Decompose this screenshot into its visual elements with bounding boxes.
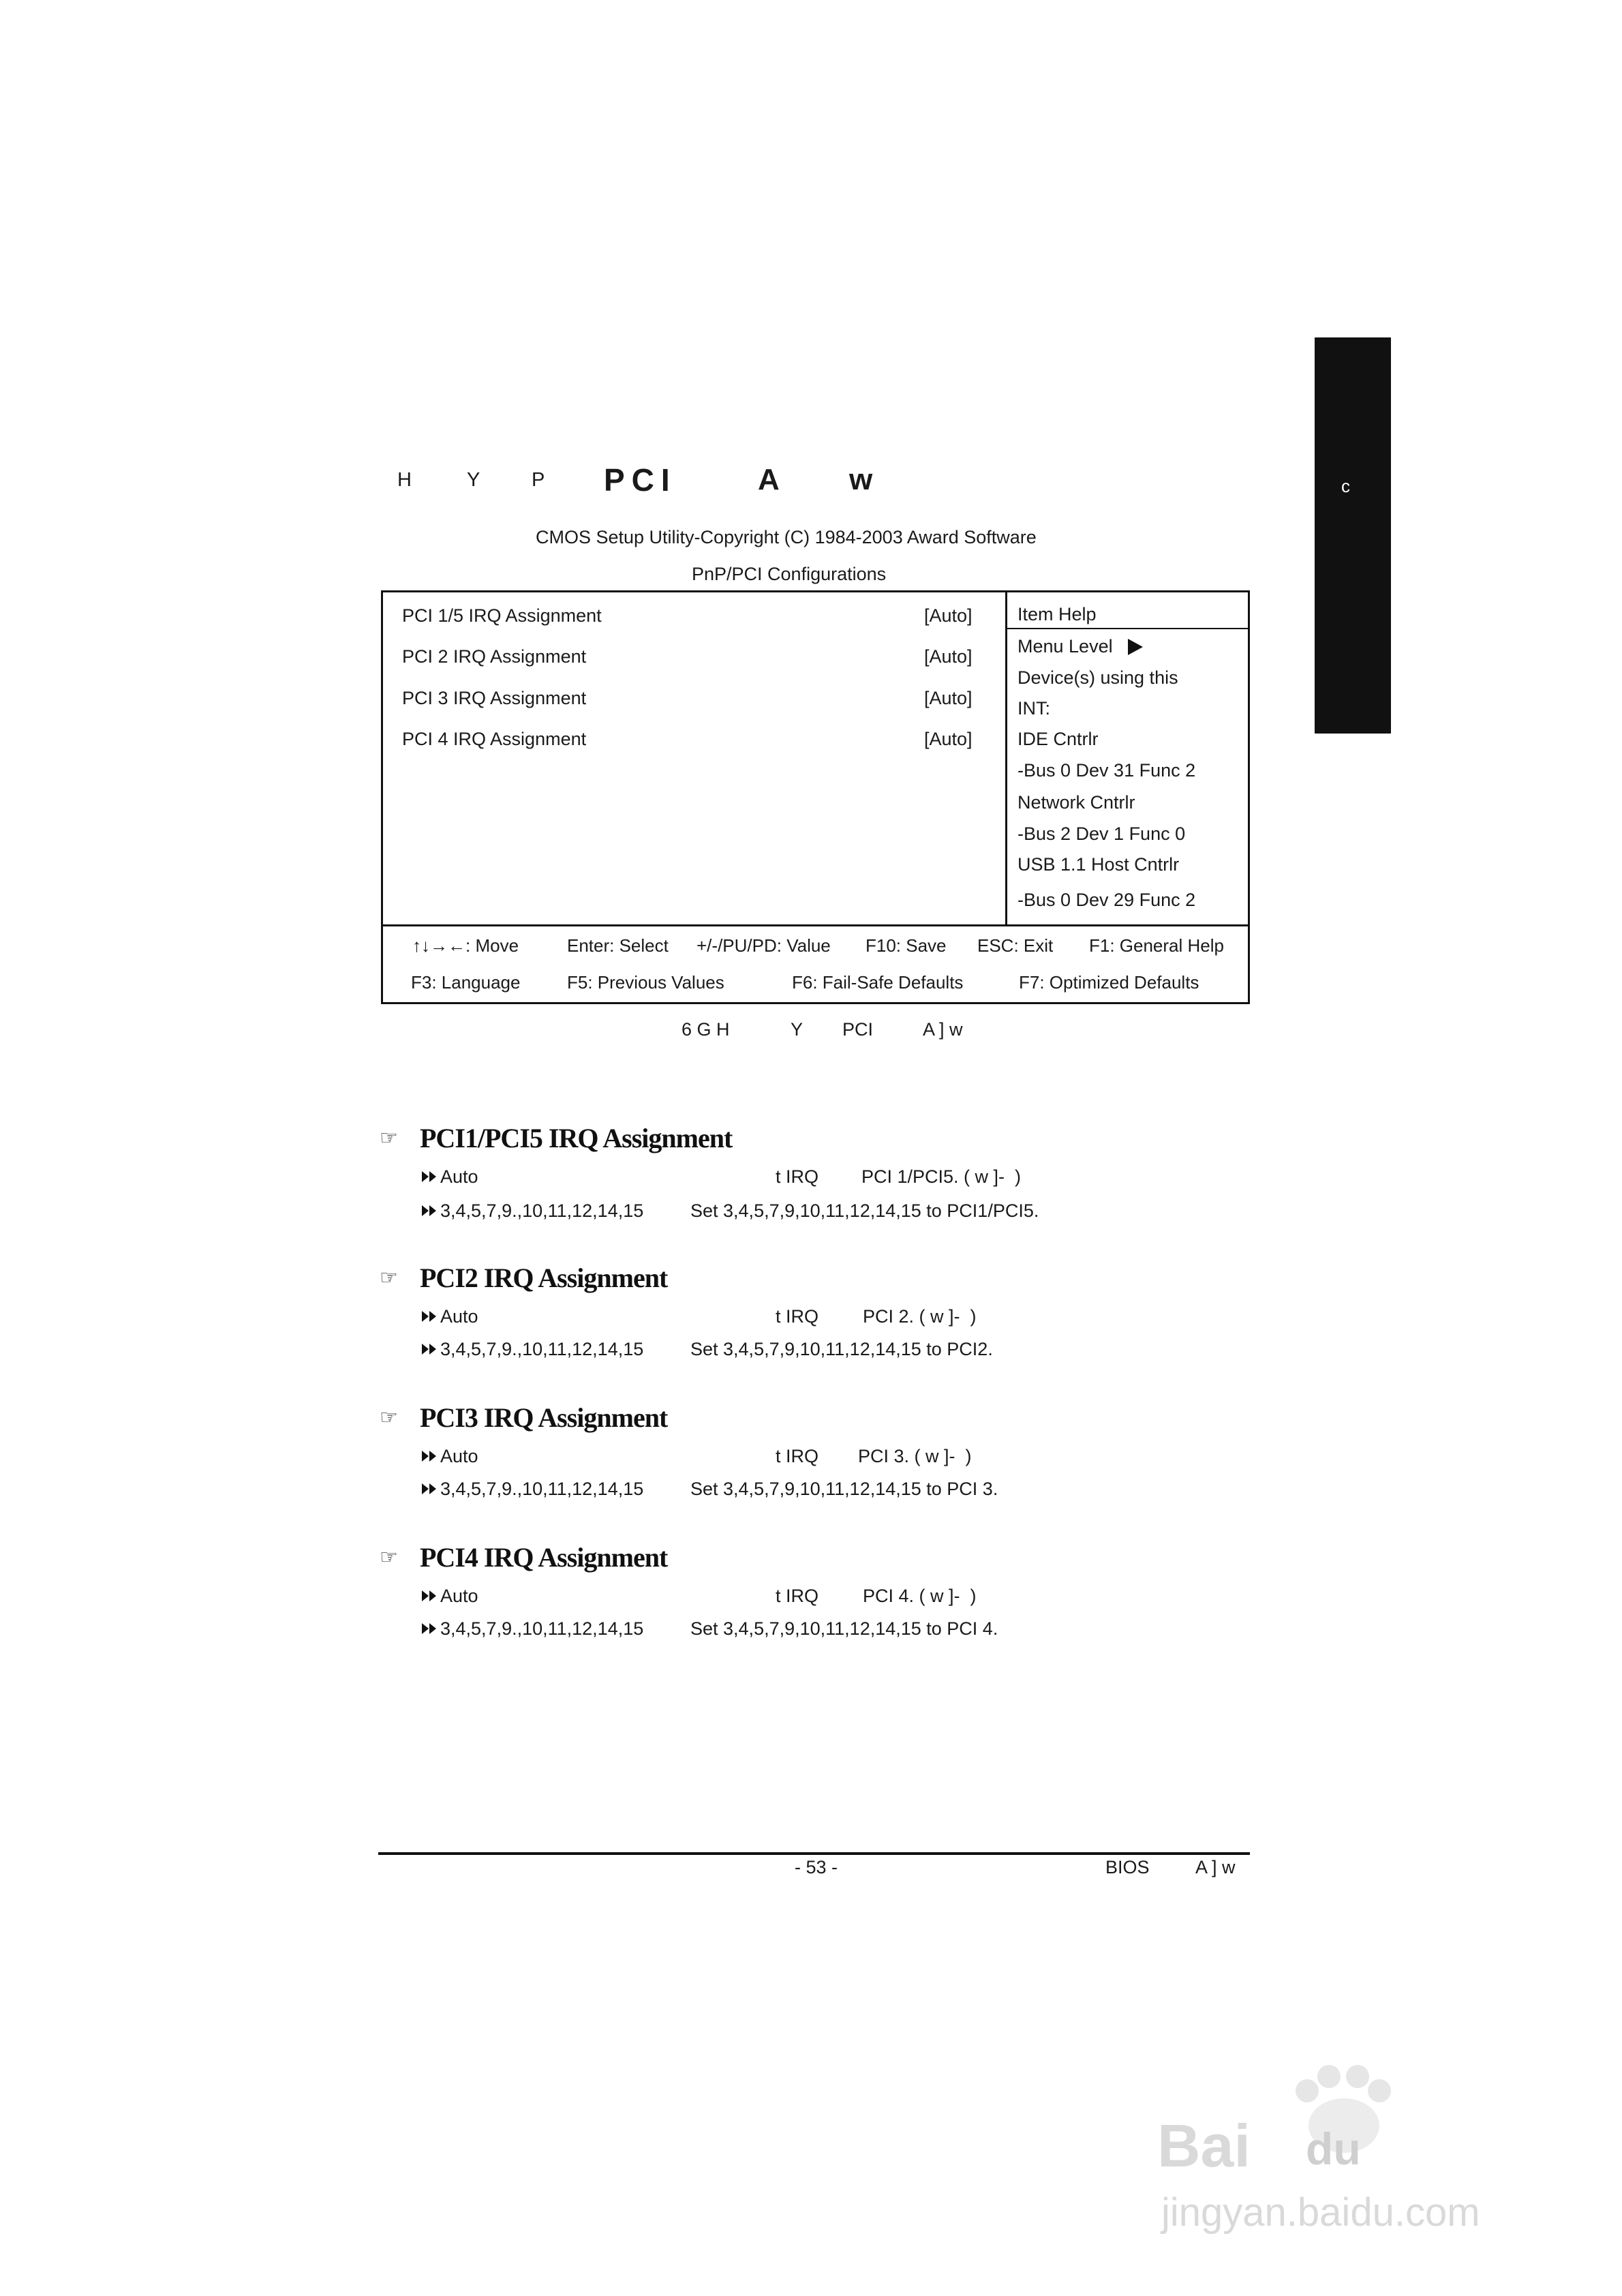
menu-level-label: Menu Level xyxy=(1017,636,1113,656)
option-description: Set 3,4,5,7,9,10,11,12,14,15 to PCI2. xyxy=(690,1339,993,1359)
section-title: PCI4 IRQ Assignment xyxy=(420,1542,668,1573)
key-hint: F3: Language xyxy=(411,972,521,993)
option-name: Auto xyxy=(440,1446,478,1466)
key-hint: Enter: Select xyxy=(567,935,669,956)
right-triangle-icon xyxy=(1127,638,1144,656)
option-description: t IRQ xyxy=(776,1586,819,1606)
key-hint: F5: Previous Values xyxy=(567,972,724,993)
pointing-hand-icon: ☞ xyxy=(380,1545,398,1569)
option-description: Set 3,4,5,7,9,10,11,12,14,15 to PCI 4. xyxy=(690,1618,998,1639)
option-name: Auto xyxy=(440,1586,478,1606)
section-title: PCI2 IRQ Assignment xyxy=(420,1263,668,1293)
setting-label: PCI 4 IRQ Assignment xyxy=(402,729,587,749)
figure-caption-part: PCI xyxy=(842,1019,874,1040)
help-line: INT: xyxy=(1017,698,1051,719)
key-hint: F1: General Help xyxy=(1089,935,1224,956)
option-name: Auto xyxy=(440,1306,478,1327)
item-help-title: Item Help xyxy=(1017,604,1097,624)
chapter-tab xyxy=(1315,337,1391,734)
section-title: PCI1/PCI5 IRQ Assignment xyxy=(420,1123,733,1153)
help-line: -Bus 0 Dev 29 Func 2 xyxy=(1017,890,1196,910)
setting-value: [Auto] xyxy=(924,688,973,708)
key-hint: ESC: Exit xyxy=(977,935,1054,956)
double-triangle-icon xyxy=(421,1449,438,1463)
setting-value: [Auto] xyxy=(924,605,973,626)
figure-caption-part: A ] w xyxy=(923,1019,963,1040)
help-line: -Bus 0 Dev 31 Func 2 xyxy=(1017,760,1196,781)
help-line: -Bus 2 Dev 1 Func 0 xyxy=(1017,824,1186,844)
double-triangle-icon xyxy=(421,1482,438,1496)
key-hint: +/-/PU/PD: Value xyxy=(697,935,831,956)
heading-part: A xyxy=(758,463,780,496)
help-title-underline xyxy=(1005,628,1250,629)
double-triangle-icon xyxy=(421,1310,438,1323)
page-number: - 53 - xyxy=(795,1857,838,1877)
heading-part: w xyxy=(849,463,873,496)
pointing-hand-icon: ☞ xyxy=(380,1406,398,1430)
double-triangle-icon xyxy=(421,1170,438,1183)
key-hint: F10: Save xyxy=(866,935,947,956)
watermark-url: jingyan.baidu.com xyxy=(1161,2190,1480,2235)
help-line: USB 1.1 Host Cntrlr xyxy=(1017,854,1180,875)
option-description: t IRQ xyxy=(776,1306,819,1327)
option-name: Auto xyxy=(440,1166,478,1187)
setting-label: PCI 2 IRQ Assignment xyxy=(402,646,587,667)
setting-label: PCI 3 IRQ Assignment xyxy=(402,688,587,708)
chapter-tab-label: c xyxy=(1341,476,1350,496)
option-name: 3,4,5,7,9.,10,11,12,14,15 xyxy=(440,1479,644,1499)
utility-title: CMOS Setup Utility-Copyright (C) 1984-2003 Award Software xyxy=(536,527,1037,547)
setting-value: [Auto] xyxy=(924,646,973,667)
section-title: PCI3 IRQ Assignment xyxy=(420,1402,668,1433)
running-title-part: A ] w xyxy=(1195,1857,1236,1877)
option-description: Set 3,4,5,7,9,10,11,12,14,15 to PCI1/PCI5. xyxy=(690,1200,1039,1221)
double-triangle-icon xyxy=(421,1622,438,1635)
setting-value: [Auto] xyxy=(924,729,973,749)
option-description: t IRQ xyxy=(776,1446,819,1466)
key-hint: F7: Optimized Defaults xyxy=(1019,972,1199,993)
figure-caption-part: 6 G H xyxy=(682,1019,730,1040)
heading-part: P xyxy=(532,469,545,491)
double-triangle-icon xyxy=(421,1204,438,1218)
help-line: Device(s) using this xyxy=(1017,667,1178,688)
option-name: 3,4,5,7,9.,10,11,12,14,15 xyxy=(440,1200,644,1221)
option-description: PCI 3. ( w ]- ) xyxy=(858,1446,972,1466)
double-triangle-icon xyxy=(421,1342,438,1356)
option-description: Set 3,4,5,7,9,10,11,12,14,15 to PCI 3. xyxy=(690,1479,998,1499)
key-hint: F6: Fail-Safe Defaults xyxy=(792,972,964,993)
option-name: 3,4,5,7,9.,10,11,12,14,15 xyxy=(440,1618,644,1639)
help-line: IDE Cntrlr xyxy=(1017,729,1099,749)
watermark-brand: Bai xyxy=(1157,2112,1251,2179)
help-line: Network Cntrlr xyxy=(1017,792,1135,813)
screen-title: PnP/PCI Configurations xyxy=(692,564,887,584)
option-description: PCI 4. ( w ]- ) xyxy=(863,1586,977,1606)
option-description: t IRQ xyxy=(776,1166,819,1187)
help-panel-divider xyxy=(1005,590,1007,925)
heading-part: H xyxy=(397,469,412,491)
pointing-hand-icon: ☞ xyxy=(380,1126,398,1150)
key-hint: ↑↓→←: Move xyxy=(412,935,519,956)
footer-rule xyxy=(378,1852,1250,1855)
heading-title: PCI xyxy=(604,462,677,498)
option-description: PCI 1/PCI5. ( w ]- ) xyxy=(861,1166,1022,1187)
pointing-hand-icon: ☞ xyxy=(380,1266,398,1290)
setting-label: PCI 1/5 IRQ Assignment xyxy=(402,605,602,626)
key-legend-divider xyxy=(381,924,1250,926)
option-name: 3,4,5,7,9.,10,11,12,14,15 xyxy=(440,1339,644,1359)
double-triangle-icon xyxy=(421,1589,438,1603)
running-title-part: BIOS xyxy=(1105,1857,1150,1877)
watermark-brand: du xyxy=(1306,2124,1361,2174)
option-description: PCI 2. ( w ]- ) xyxy=(863,1306,977,1327)
heading-part: Y xyxy=(467,469,480,491)
figure-caption-part: Y xyxy=(791,1019,804,1040)
